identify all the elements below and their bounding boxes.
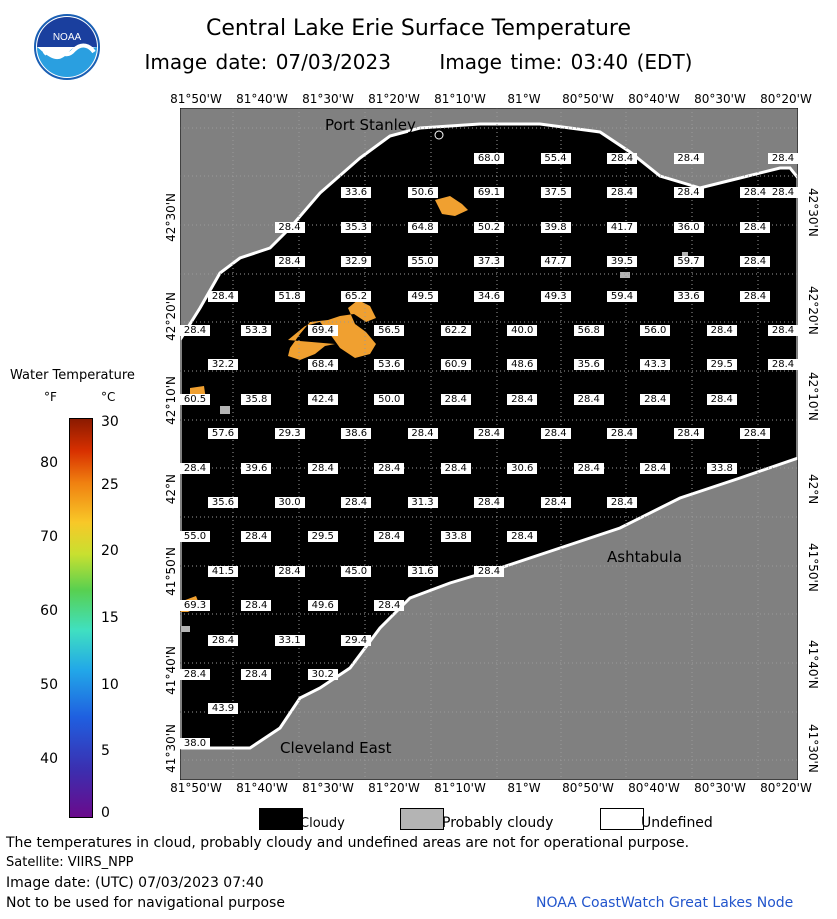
colorbar-tick-c: 25 bbox=[101, 477, 119, 493]
temperature-label: 60.5 bbox=[180, 394, 210, 405]
temperature-label: 28.4 bbox=[341, 497, 371, 508]
temperature-labels bbox=[180, 108, 798, 780]
lat-label-left: 42°20'N bbox=[164, 292, 178, 341]
temperature-label: 41.5 bbox=[208, 566, 238, 577]
temperature-label: 35.3 bbox=[341, 222, 371, 233]
temperature-label: 32.9 bbox=[341, 256, 371, 267]
temperature-label: 42.4 bbox=[308, 394, 338, 405]
temperature-label: 28.4 bbox=[707, 325, 737, 336]
lon-label-bottom: 81°20'W bbox=[368, 781, 420, 795]
lon-label-bottom: 80°30'W bbox=[694, 781, 746, 795]
temperature-label: 59.4 bbox=[607, 291, 637, 302]
temperature-label: 50.0 bbox=[374, 394, 404, 405]
temperature-label: 49.3 bbox=[541, 291, 571, 302]
image-time: Image time: 03:40 (EDT) bbox=[439, 50, 693, 74]
temperature-label: 36.0 bbox=[674, 222, 704, 233]
lon-label-bottom: 80°20'W bbox=[760, 781, 812, 795]
place-cleveland-east: Cleveland East bbox=[280, 739, 392, 757]
temperature-label: 33.8 bbox=[707, 463, 737, 474]
temperature-label: 57.6 bbox=[208, 428, 238, 439]
lat-label-right: 42°20'N bbox=[806, 286, 820, 335]
temperature-label: 53.6 bbox=[374, 359, 404, 370]
lon-label-bottom: 81°10'W bbox=[434, 781, 486, 795]
temperature-label: 28.4 bbox=[640, 463, 670, 474]
lat-label-right: 41°50'N bbox=[806, 543, 820, 592]
footer-nav-warning: Not to be used for navigational purpose bbox=[6, 895, 285, 911]
temperature-label: 55.0 bbox=[180, 531, 210, 542]
lon-label-bottom: 81°30'W bbox=[302, 781, 354, 795]
temperature-label: 69.3 bbox=[180, 600, 210, 611]
temperature-label: 33.8 bbox=[441, 531, 471, 542]
lat-label-right: 42°N bbox=[806, 474, 820, 505]
temperature-label: 28.4 bbox=[474, 566, 504, 577]
temperature-label: 28.4 bbox=[768, 187, 798, 198]
temperature-label: 49.6 bbox=[308, 600, 338, 611]
temperature-label: 30.0 bbox=[275, 497, 305, 508]
temperature-label: 56.0 bbox=[640, 325, 670, 336]
footer-utc-date: Image date: (UTC) 07/03/2023 07:40 bbox=[6, 875, 264, 891]
temperature-label: 29.3 bbox=[275, 428, 305, 439]
temperature-label: 37.5 bbox=[541, 187, 571, 198]
temperature-label: 28.4 bbox=[740, 256, 770, 267]
temperature-label: 37.3 bbox=[474, 256, 504, 267]
temperature-label: 33.1 bbox=[275, 635, 305, 646]
temperature-label: 69.4 bbox=[308, 325, 338, 336]
colorbar-tick-f: 80 bbox=[40, 455, 58, 471]
temperature-label: 28.4 bbox=[374, 463, 404, 474]
temperature-label: 49.5 bbox=[408, 291, 438, 302]
temperature-label: 29.4 bbox=[341, 635, 371, 646]
lon-label-top: 81°10'W bbox=[434, 92, 486, 106]
lon-label-top: 80°50'W bbox=[562, 92, 614, 106]
image-date: Image date: 07/03/2023 bbox=[144, 50, 391, 74]
temperature-label: 43.3 bbox=[640, 359, 670, 370]
lat-label-right: 42°10'N bbox=[806, 372, 820, 421]
lat-label-left: 41°30'N bbox=[164, 724, 178, 773]
temperature-label: 35.8 bbox=[241, 394, 271, 405]
temperature-label: 43.9 bbox=[208, 703, 238, 714]
lon-label-bottom: 81°W bbox=[507, 781, 541, 795]
lon-label-top: 80°30'W bbox=[694, 92, 746, 106]
temperature-label: 28.4 bbox=[180, 463, 210, 474]
temperature-label: 28.4 bbox=[408, 428, 438, 439]
temperature-label: 32.2 bbox=[208, 359, 238, 370]
temperature-label: 55.0 bbox=[408, 256, 438, 267]
temperature-label: 28.4 bbox=[208, 291, 238, 302]
temperature-label: 28.4 bbox=[607, 428, 637, 439]
lat-label-right: 41°30'N bbox=[806, 724, 820, 773]
footer-satellite: Satellite: VIIRS_NPP bbox=[6, 855, 134, 870]
temperature-label: 28.4 bbox=[768, 325, 798, 336]
temperature-label: 28.4 bbox=[768, 153, 798, 164]
temperature-label: 28.4 bbox=[507, 394, 537, 405]
temperature-label: 65.2 bbox=[341, 291, 371, 302]
lat-label-left: 42°10'N bbox=[164, 376, 178, 425]
footer-credit: NOAA CoastWatch Great Lakes Node bbox=[536, 895, 794, 911]
temperature-label: 28.4 bbox=[574, 463, 604, 474]
legend-undefined-swatch bbox=[600, 808, 644, 830]
temperature-label: 35.6 bbox=[208, 497, 238, 508]
temperature-label: 28.4 bbox=[607, 497, 637, 508]
legend-probably-cloudy-swatch bbox=[400, 808, 444, 830]
temperature-colorbar bbox=[69, 418, 93, 818]
temperature-label: 56.5 bbox=[374, 325, 404, 336]
temperature-label: 28.4 bbox=[740, 187, 770, 198]
temperature-label: 69.1 bbox=[474, 187, 504, 198]
lon-label-top: 81°30'W bbox=[302, 92, 354, 106]
logo-text: NOAA bbox=[52, 32, 82, 43]
temperature-label: 28.4 bbox=[441, 463, 471, 474]
temperature-label: 50.6 bbox=[408, 187, 438, 198]
colorbar-unit-c: °C bbox=[101, 390, 116, 404]
temperature-label: 35.6 bbox=[574, 359, 604, 370]
temperature-label: 28.4 bbox=[241, 669, 271, 680]
temperature-label: 28.4 bbox=[275, 566, 305, 577]
temperature-label: 28.4 bbox=[674, 428, 704, 439]
temperature-label: 53.3 bbox=[241, 325, 271, 336]
temperature-label: 28.4 bbox=[241, 531, 271, 542]
legend-cloudy-label: Cloudy bbox=[300, 816, 345, 831]
temperature-label: 28.4 bbox=[180, 325, 210, 336]
colorbar-tick-c: 5 bbox=[101, 743, 110, 759]
temperature-label: 45.0 bbox=[341, 566, 371, 577]
temperature-label: 31.3 bbox=[408, 497, 438, 508]
temperature-label: 68.0 bbox=[474, 153, 504, 164]
temperature-label: 28.4 bbox=[241, 600, 271, 611]
lon-label-bottom: 81°50'W bbox=[170, 781, 222, 795]
temperature-label: 28.4 bbox=[275, 222, 305, 233]
temperature-label: 28.4 bbox=[541, 428, 571, 439]
lon-label-bottom: 80°40'W bbox=[628, 781, 680, 795]
temperature-label: 30.6 bbox=[507, 463, 537, 474]
legend-probably-cloudy-label: Probably cloudy bbox=[442, 815, 554, 831]
temperature-label: 28.4 bbox=[640, 394, 670, 405]
temperature-label: 33.6 bbox=[341, 187, 371, 198]
lat-label-right: 41°40'N bbox=[806, 640, 820, 689]
temperature-label: 28.4 bbox=[507, 531, 537, 542]
colorbar-title: Water Temperature bbox=[10, 368, 135, 383]
temperature-label: 41.7 bbox=[607, 222, 637, 233]
temperature-label: 29.5 bbox=[707, 359, 737, 370]
colorbar-tick-c: 0 bbox=[101, 805, 110, 821]
lat-label-left: 41°40'N bbox=[164, 646, 178, 695]
temperature-label: 28.4 bbox=[574, 394, 604, 405]
temperature-label: 28.4 bbox=[275, 256, 305, 267]
lon-label-bottom: 81°40'W bbox=[236, 781, 288, 795]
colorbar-tick-f: 70 bbox=[40, 529, 58, 545]
temperature-label: 28.4 bbox=[441, 394, 471, 405]
temperature-label: 55.4 bbox=[541, 153, 571, 164]
lon-label-top: 81°20'W bbox=[368, 92, 420, 106]
place-port-stanley: Port Stanley bbox=[325, 116, 416, 134]
temperature-label: 28.4 bbox=[768, 359, 798, 370]
temperature-label: 33.6 bbox=[674, 291, 704, 302]
temperature-label: 48.6 bbox=[507, 359, 537, 370]
temperature-label: 28.4 bbox=[740, 222, 770, 233]
temperature-label: 51.8 bbox=[275, 291, 305, 302]
temperature-label: 28.4 bbox=[374, 531, 404, 542]
page-title: Central Lake Erie Surface Temperature bbox=[205, 16, 632, 41]
image-date-time bbox=[0, 50, 837, 74]
lon-label-top: 80°40'W bbox=[628, 92, 680, 106]
temperature-label: 28.4 bbox=[308, 463, 338, 474]
lon-label-top: 81°W bbox=[507, 92, 541, 106]
place-ashtabula: Ashtabula bbox=[607, 548, 683, 566]
colorbar-unit-f: °F bbox=[44, 390, 57, 404]
lat-label-right: 42°30'N bbox=[806, 188, 820, 237]
colorbar-tick-f: 60 bbox=[40, 603, 58, 619]
temperature-label: 28.4 bbox=[674, 153, 704, 164]
lon-label-top: 80°20'W bbox=[760, 92, 812, 106]
temperature-label: 38.0 bbox=[180, 738, 210, 749]
temperature-label: 28.4 bbox=[740, 291, 770, 302]
temperature-label: 39.8 bbox=[541, 222, 571, 233]
lon-label-top: 81°40'W bbox=[236, 92, 288, 106]
lon-label-top: 81°50'W bbox=[170, 92, 222, 106]
temperature-label: 59.7 bbox=[674, 256, 704, 267]
temperature-label: 28.4 bbox=[740, 428, 770, 439]
temperature-label: 38.6 bbox=[341, 428, 371, 439]
temperature-label: 30.2 bbox=[308, 669, 338, 680]
temperature-label: 28.4 bbox=[180, 669, 210, 680]
lat-label-left: 42°N bbox=[164, 474, 178, 505]
temperature-label: 47.7 bbox=[541, 256, 571, 267]
colorbar-tick-c: 20 bbox=[101, 543, 119, 559]
lon-label-bottom: 80°50'W bbox=[562, 781, 614, 795]
temperature-label: 56.8 bbox=[574, 325, 604, 336]
legend-undefined-label: Undefined bbox=[641, 815, 713, 831]
temperature-label: 68.4 bbox=[308, 359, 338, 370]
lat-label-left: 41°50'N bbox=[164, 547, 178, 596]
temperature-label: 28.4 bbox=[374, 600, 404, 611]
colorbar-tick-c: 10 bbox=[101, 677, 119, 693]
temperature-label: 40.0 bbox=[507, 325, 537, 336]
colorbar-tick-f: 40 bbox=[40, 751, 58, 767]
temperature-label: 62.2 bbox=[441, 325, 471, 336]
temperature-label: 31.6 bbox=[408, 566, 438, 577]
temperature-label: 28.4 bbox=[474, 497, 504, 508]
lat-label-left: 42°30'N bbox=[164, 193, 178, 242]
temperature-label: 28.4 bbox=[607, 153, 637, 164]
temperature-label: 60.9 bbox=[441, 359, 471, 370]
temperature-label: 34.6 bbox=[474, 291, 504, 302]
temperature-label: 28.4 bbox=[208, 635, 238, 646]
temperature-label: 39.5 bbox=[607, 256, 637, 267]
temperature-label: 50.2 bbox=[474, 222, 504, 233]
temperature-label: 28.4 bbox=[707, 394, 737, 405]
temperature-label: 39.6 bbox=[241, 463, 271, 474]
legend-cloudy-swatch bbox=[259, 808, 303, 830]
temperature-label: 64.8 bbox=[408, 222, 438, 233]
temperature-label: 28.4 bbox=[674, 187, 704, 198]
colorbar-tick-c: 15 bbox=[101, 610, 119, 626]
temperature-label: 28.4 bbox=[607, 187, 637, 198]
temperature-label: 28.4 bbox=[541, 497, 571, 508]
colorbar-tick-c: 30 bbox=[101, 414, 119, 430]
temperature-label: 29.5 bbox=[308, 531, 338, 542]
footer-note: The temperatures in cloud, probably cloudy and undefined areas are not for operational purpose. bbox=[6, 835, 690, 851]
temperature-label: 28.4 bbox=[474, 428, 504, 439]
colorbar-tick-f: 50 bbox=[40, 677, 58, 693]
